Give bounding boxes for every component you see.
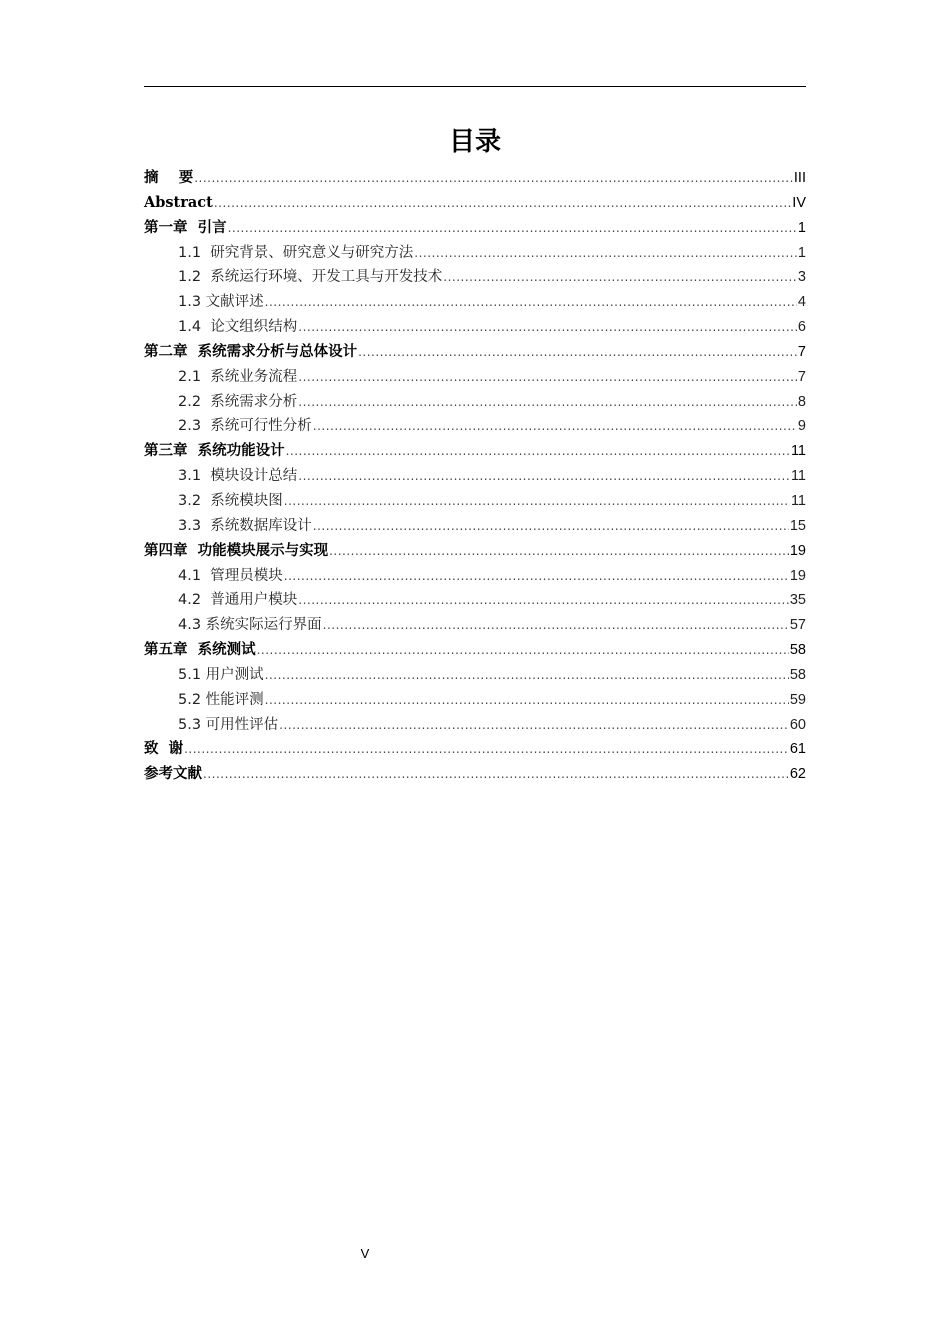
toc-entry-label: 参考文献 bbox=[144, 766, 202, 783]
toc-entry-label: Abstract bbox=[144, 193, 213, 211]
toc-entry-label: 5.1 用户测试 bbox=[178, 666, 264, 683]
toc-entry-label: 1.2 系统运行环境、开发工具与开发技术 bbox=[178, 269, 443, 286]
toc-entry-label: 2.2 系统需求分析 bbox=[178, 393, 298, 410]
toc-entry-label: 4.1 管理员模块 bbox=[178, 567, 283, 584]
toc-entry[interactable] bbox=[144, 340, 806, 365]
toc-entry-label: 第三章 系统功能设计 bbox=[144, 443, 285, 460]
toc-entry-label: 3.1 模块设计总结 bbox=[178, 468, 298, 485]
toc-entry-page: 19 bbox=[789, 542, 806, 559]
toc-entry[interactable] bbox=[144, 315, 806, 340]
dot-leader bbox=[443, 265, 797, 290]
dot-leader bbox=[358, 340, 797, 365]
toc-entry-label: 4.2 普通用户模块 bbox=[178, 592, 298, 609]
toc-entry-page: 6 bbox=[797, 319, 806, 336]
dot-leader bbox=[203, 762, 789, 787]
dot-leader bbox=[284, 564, 789, 589]
toc-entry-page: 60 bbox=[789, 716, 806, 733]
toc-entry-label: 1.3 文献评述 bbox=[178, 294, 264, 311]
toc-entry[interactable] bbox=[144, 713, 806, 738]
toc-entry-label: 1.1 研究背景、研究意义与研究方法 bbox=[178, 244, 414, 261]
dot-leader bbox=[265, 688, 789, 713]
toc-entry[interactable] bbox=[144, 489, 806, 514]
toc-entry[interactable] bbox=[144, 762, 806, 787]
toc-entry-page: 11 bbox=[790, 492, 806, 509]
toc-entry-label: 1.4 论文组织结构 bbox=[178, 319, 298, 336]
dot-leader bbox=[298, 365, 797, 390]
toc-entry-page: 3 bbox=[797, 269, 806, 286]
toc-entry-label: 4.3 系统实际运行界面 bbox=[178, 617, 322, 634]
dot-leader bbox=[313, 514, 789, 539]
toc-entry[interactable] bbox=[144, 414, 806, 439]
toc-entry[interactable] bbox=[144, 290, 806, 315]
dot-leader bbox=[184, 737, 789, 762]
toc-entry[interactable] bbox=[144, 539, 806, 564]
toc-entry-page: 11 bbox=[790, 468, 806, 485]
table-of-contents bbox=[144, 166, 806, 787]
toc-entry-page: 59 bbox=[789, 691, 806, 708]
dot-leader bbox=[414, 241, 797, 266]
dot-leader bbox=[257, 638, 789, 663]
toc-entry-page: IV bbox=[792, 194, 806, 211]
toc-entry[interactable] bbox=[144, 613, 806, 638]
dot-leader bbox=[279, 713, 789, 738]
toc-entry[interactable] bbox=[144, 390, 806, 415]
toc-entry[interactable] bbox=[144, 464, 806, 489]
page-number-footer: V bbox=[360, 1246, 370, 1261]
toc-entry-page: 19 bbox=[789, 567, 806, 584]
toc-entry-page: 9 bbox=[797, 418, 806, 435]
toc-entry-page: 35 bbox=[789, 592, 806, 609]
page-title: 目录 bbox=[448, 127, 501, 157]
toc-entry-page: III bbox=[793, 170, 806, 186]
dot-leader bbox=[298, 588, 789, 613]
toc-entry-label: 5.3 可用性评估 bbox=[178, 716, 279, 733]
dot-leader bbox=[298, 464, 790, 489]
toc-entry-page: 8 bbox=[797, 393, 806, 410]
dot-leader bbox=[194, 166, 793, 191]
toc-entry-label: 5.2 性能评测 bbox=[178, 691, 264, 708]
toc-entry-label: 第五章 系统测试 bbox=[144, 642, 256, 659]
toc-entry[interactable] bbox=[144, 737, 806, 762]
toc-entry-label: 第二章 系统需求分析与总体设计 bbox=[144, 343, 358, 360]
toc-entry-label: 3.3 系统数据库设计 bbox=[178, 517, 312, 534]
toc-entry[interactable] bbox=[144, 638, 806, 663]
dot-leader bbox=[228, 216, 797, 241]
dot-leader bbox=[313, 414, 797, 439]
toc-entry[interactable] bbox=[144, 588, 806, 613]
dot-leader bbox=[214, 191, 791, 216]
dot-leader bbox=[298, 390, 797, 415]
toc-entry[interactable] bbox=[144, 365, 806, 390]
toc-entry-page: 1 bbox=[797, 244, 806, 261]
toc-entry[interactable] bbox=[144, 265, 806, 290]
toc-entry[interactable] bbox=[144, 663, 806, 688]
toc-entry-label: 第一章 引言 bbox=[144, 219, 227, 236]
dot-leader bbox=[298, 315, 797, 340]
toc-entry[interactable] bbox=[144, 191, 806, 216]
toc-entry-label: 2.1 系统业务流程 bbox=[178, 368, 298, 385]
toc-entry-page: 7 bbox=[797, 368, 806, 385]
toc-entry-page: 1 bbox=[797, 219, 806, 236]
toc-entry[interactable] bbox=[144, 216, 806, 241]
dot-leader bbox=[265, 290, 797, 315]
toc-entry-page: 15 bbox=[789, 517, 806, 534]
toc-entry-page: 7 bbox=[797, 343, 806, 360]
toc-entry-label: 摘 要 bbox=[144, 170, 194, 186]
toc-entry-page: 4 bbox=[797, 294, 806, 311]
toc-entry-page: 58 bbox=[789, 642, 806, 659]
toc-entry-page: 57 bbox=[789, 617, 806, 634]
dot-leader bbox=[329, 539, 789, 564]
toc-entry[interactable] bbox=[144, 564, 806, 589]
toc-entry-label: 第四章 功能模块展示与实现 bbox=[144, 542, 329, 559]
toc-entry[interactable] bbox=[144, 166, 806, 191]
toc-entry-page: 11 bbox=[790, 443, 806, 460]
dot-leader bbox=[286, 439, 790, 464]
dot-leader bbox=[323, 613, 789, 638]
toc-entry-label: 3.2 系统模块图 bbox=[178, 492, 283, 509]
toc-entry-page: 58 bbox=[789, 666, 806, 683]
toc-entry-label: 2.3 系统可行性分析 bbox=[178, 418, 312, 435]
toc-entry-label: 致 谢 bbox=[144, 741, 184, 758]
dot-leader bbox=[284, 489, 790, 514]
toc-entry[interactable] bbox=[144, 439, 806, 464]
toc-entry[interactable] bbox=[144, 241, 806, 266]
toc-entry[interactable] bbox=[144, 514, 806, 539]
dot-leader bbox=[265, 663, 789, 688]
toc-entry[interactable] bbox=[144, 688, 806, 713]
toc-entry-page: 62 bbox=[789, 766, 806, 783]
header-rule bbox=[144, 86, 806, 87]
toc-entry-page: 61 bbox=[789, 741, 806, 758]
